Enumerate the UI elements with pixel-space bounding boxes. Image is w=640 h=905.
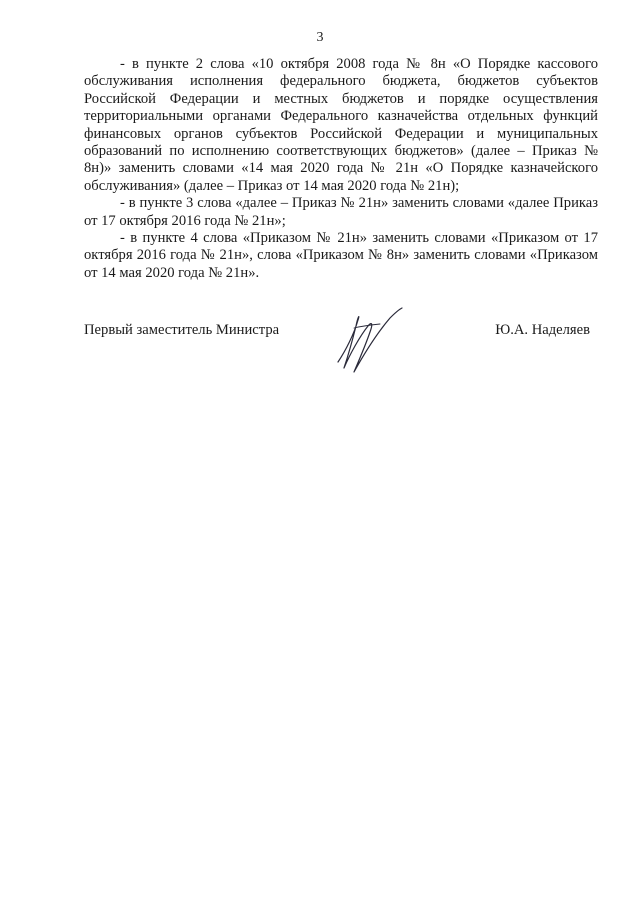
handwritten-signature (328, 306, 408, 378)
paragraph-point-2: - в пункте 2 слова «10 октября 2008 года № 8н «О Порядке кассового обслуживания исполнения федерального бюджета, бюджетов субъектов Российской Федерации и местных бюджетов и порядке осуществления территориальными органами Федерального казначейства отдельных функций финансовых органов субъектов Российской Федерации и муниципальных образований по исполнению соответствующих бюджетов» (далее – Приказ № 8н)» заменить словами «14 мая 2020 года № 21н «О Порядке казначейского обслуживания» (далее – Приказ от 14 мая 2020 года № 21н); (84, 56, 598, 194)
document-body (84, 56, 598, 282)
signer-name: Ю.А. Наделяев (495, 322, 590, 338)
paragraph-point-3: - в пункте 3 слова «далее – Приказ № 21н» заменить словами «далее Приказ от 17 октября 2016 года № 21н»; (84, 195, 598, 229)
signer-title: Первый заместитель Министра (84, 322, 280, 338)
signature-block (84, 312, 598, 382)
page-number: 3 (316, 30, 324, 45)
paragraph-point-4: - в пункте 4 слова «Приказом № 21н» заменить словами «Приказом от 17 октября 2016 года № 21н», слова «Приказом № 8н» заменить словами «Приказом от 14 мая 2020 года № 21н». (84, 230, 598, 281)
